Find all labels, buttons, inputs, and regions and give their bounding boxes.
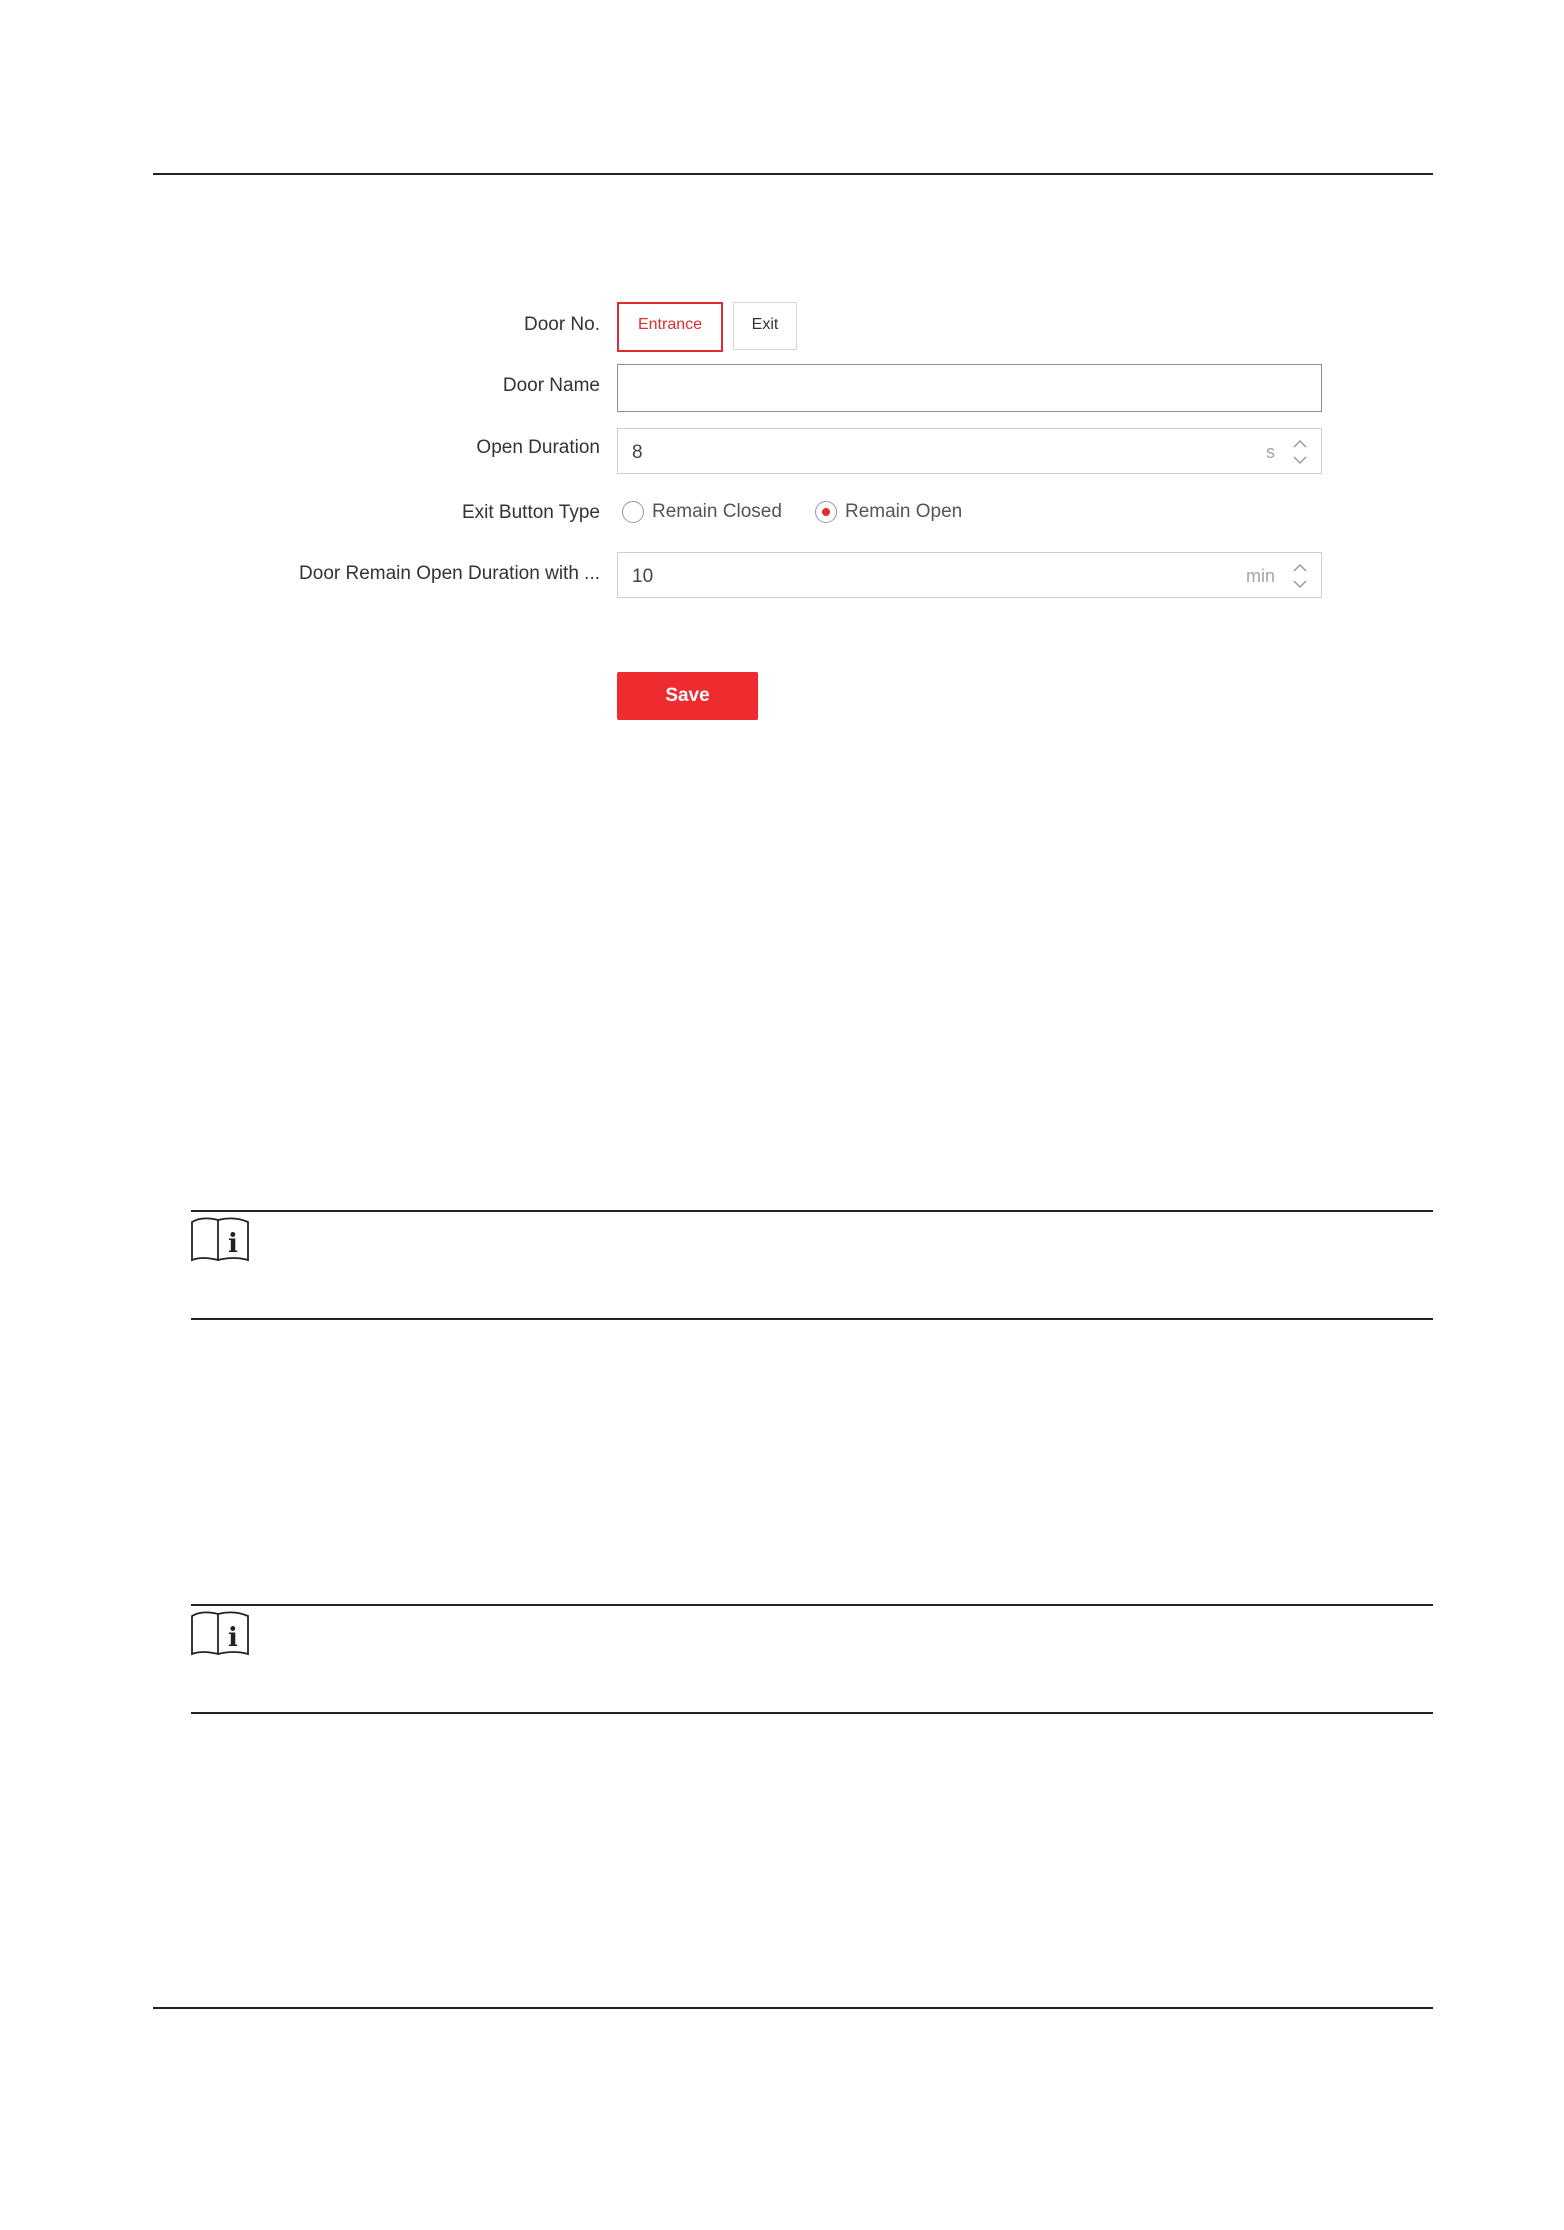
footer-rule — [153, 2007, 1433, 2009]
radio-circle-selected-icon — [815, 501, 837, 523]
open-duration-value: 8 — [632, 442, 643, 463]
door-no-exit-button[interactable]: Exit — [733, 302, 797, 350]
remain-open-duration-unit: min — [1245, 566, 1275, 586]
door-no-entrance-button[interactable]: Entrance — [617, 302, 723, 352]
exit-button-remain-closed-radio[interactable] — [622, 499, 802, 527]
remain-open-duration-stepper-icon[interactable] — [1291, 560, 1309, 592]
open-duration-stepper-icon[interactable] — [1291, 436, 1309, 468]
exit-button-remain-open-radio[interactable] — [815, 499, 995, 527]
note-bottom-rule — [191, 1318, 1433, 1320]
svg-text:i: i — [228, 1229, 238, 1259]
door-name-input[interactable] — [617, 364, 1322, 412]
svg-text:i: i — [228, 1623, 238, 1653]
remain-open-duration-label: Door Remain Open Duration with ... — [299, 563, 600, 584]
remain-open-duration-input[interactable] — [617, 552, 1322, 598]
remain-closed-label: Remain Closed — [652, 501, 782, 522]
exit-button-type-label: Exit Button Type — [461, 502, 600, 523]
open-duration-label: Open Duration — [476, 437, 600, 458]
open-duration-input[interactable] — [617, 428, 1322, 474]
remain-open-duration-value: 10 — [632, 566, 654, 587]
door-name-label: Door Name — [502, 375, 600, 396]
remain-open-label: Remain Open — [845, 501, 963, 522]
note-top-rule — [191, 1210, 1433, 1212]
save-button[interactable]: Save — [617, 672, 758, 720]
radio-circle-icon — [622, 501, 644, 523]
header-rule — [153, 173, 1433, 175]
note-top-rule — [191, 1604, 1433, 1606]
note-book-info-icon — [188, 1608, 252, 1658]
note-book-info-icon — [188, 1214, 252, 1264]
door-no-label: Door No. — [523, 314, 600, 335]
open-duration-unit: s — [1266, 442, 1275, 462]
note-bottom-rule — [191, 1712, 1433, 1714]
